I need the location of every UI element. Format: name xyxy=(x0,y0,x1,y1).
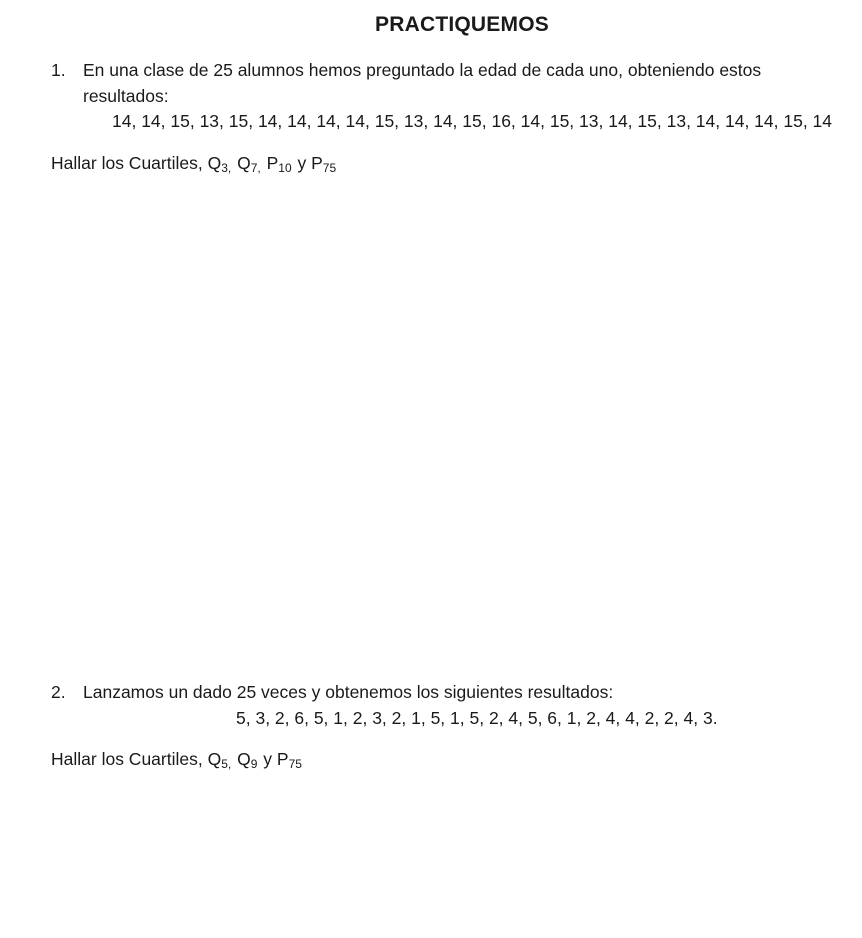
problem-2-data: 5, 3, 2, 6, 5, 1, 2, 3, 2, 1, 5, 1, 5, 2, 4, 5, 6, 1, 2, 4, 4, 2, 2, 4, 3. xyxy=(236,708,718,728)
problem-2-statement xyxy=(51,679,841,705)
page-title: PRACTIQUEMOS xyxy=(375,13,549,36)
problem-1-data: 14, 14, 15, 13, 15, 14, 14, 14, 14, 15, 13, 14, 15, 16, 14, 15, 13, 14, 15, 13, 14, 14, 14, 15, 14 xyxy=(112,111,833,131)
problem-2-text: Lanzamos un dado 25 veces y obtenemos los siguientes resultados: xyxy=(83,682,614,702)
problem-1-statement xyxy=(51,57,841,109)
problem-1-text: En una clase de 25 alumnos hemos preguntado la edad de cada uno, obteniendo estos resultados: xyxy=(83,60,762,106)
problem-2-number: 2. xyxy=(51,682,66,702)
problem-1-task: Hallar los Cuartiles, $Q_{3,}$ $Q_{7,}$ $P_{10}$ y $P_{75}$ xyxy=(51,153,337,175)
problem-1-number: 1. xyxy=(51,60,66,80)
problem-2-task: Hallar los Cuartiles, $Q_{5,}$ $Q_9$ y $P_{75}$ xyxy=(51,749,302,771)
